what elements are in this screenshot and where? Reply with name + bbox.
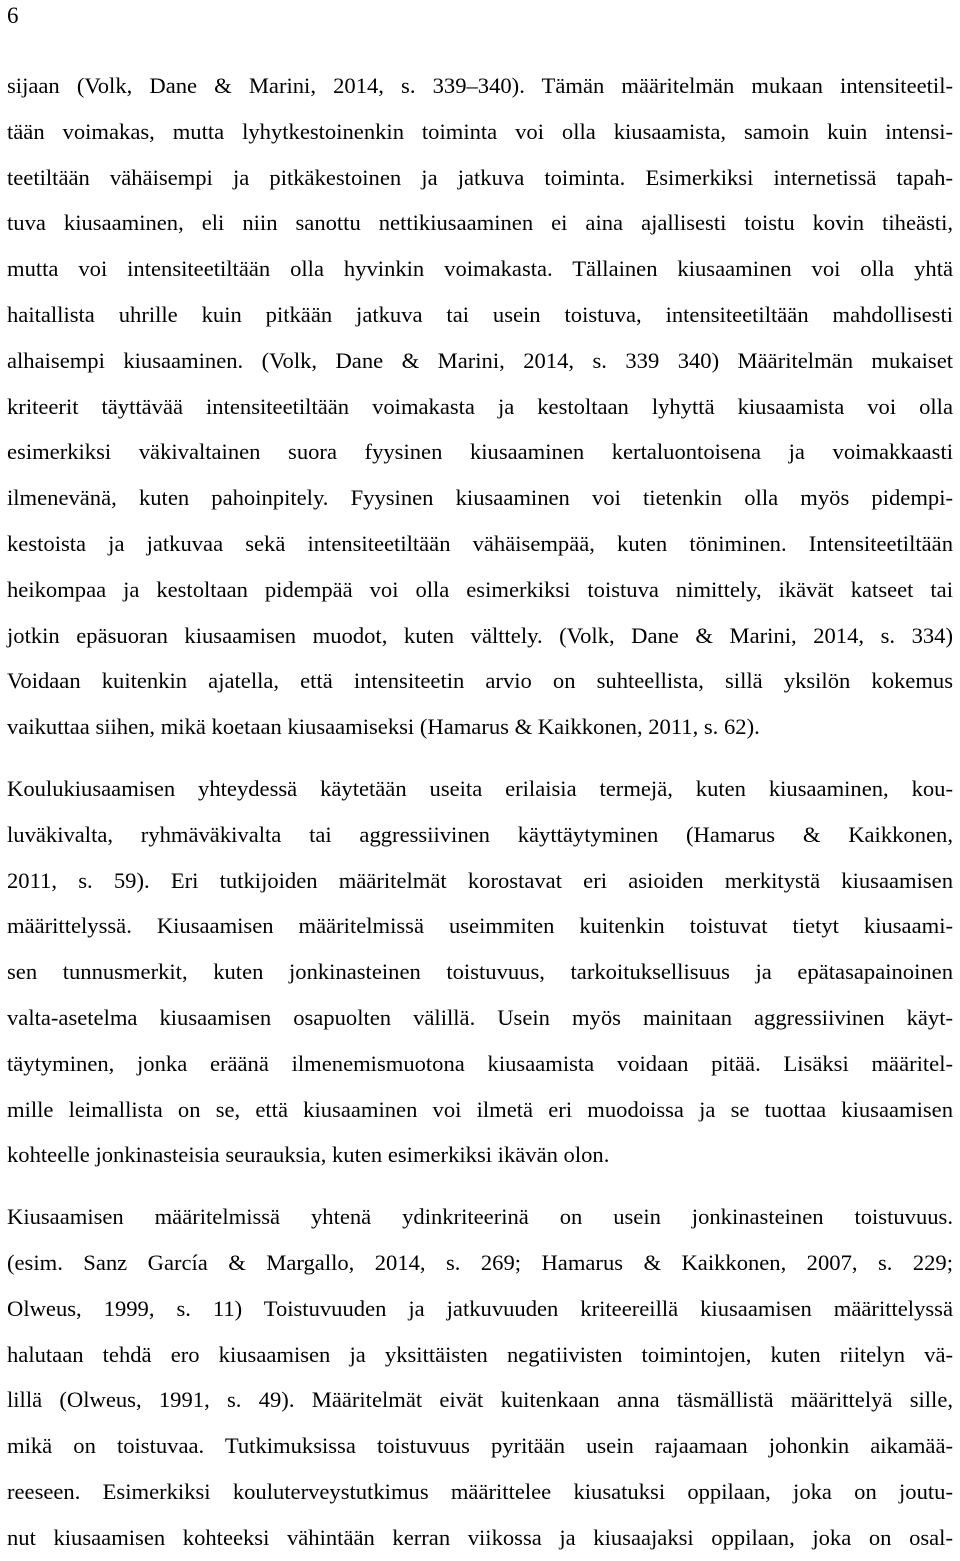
text-line: kriteerit täyttävää intensiteetiltään voimakasta ja kestoltaan lyhyttä kiusaamista voi olla bbox=[7, 393, 953, 419]
page-number: 6 bbox=[7, 3, 19, 28]
text-line: lillä (Olweus, 1991, s. 49). Määritelmät eivät kuitenkaan anna täsmällistä määrittelyä sille, bbox=[7, 1387, 953, 1413]
text-line: vaikuttaa siihen, mikä koetaan kiusaamiseksi (Hamarus & Kaikkonen, 2011, s. 62). bbox=[7, 714, 760, 740]
text-line: mille leimallista on se, että kiusaaminen voi ilmetä eri muodoissa ja se tuottaa kiusaamisen bbox=[7, 1096, 953, 1122]
text-line: haitallista uhrille kuin pitkään jatkuva tai usein toistuva, intensiteetiltään mahdollisesti bbox=[7, 301, 953, 327]
text-line: nut kiusaamisen kohteeksi vähintään kerran viikossa ja kiusaajaksi oppilaan, joka on osal- bbox=[7, 1524, 953, 1550]
text-line: jotkin epäsuoran kiusaamisen muodot, kuten välttely. (Volk, Dane & Marini, 2014, s. 334) bbox=[7, 622, 953, 648]
document-body bbox=[7, 63, 953, 1561]
text-line: tään voimakas, mutta lyhytkestoinenkin toiminta voi olla kiusaamista, samoin kuin intensi- bbox=[7, 118, 953, 144]
text-line: teetiltään vähäisempi ja pitkäkestoinen ja jatkuva toiminta. Esimerkiksi internetissä tapah- bbox=[7, 164, 953, 190]
text-line: heikompaa ja kestoltaan pidempää voi olla esimerkiksi toistuva nimittely, ikävät katseet tai bbox=[7, 576, 953, 602]
text-line: täytyminen, jonka eräänä ilmenemismuotona kiusaamista voidaan pitää. Lisäksi määritel- bbox=[7, 1050, 953, 1076]
text-line: ilmenevänä, kuten pahoinpitely. Fyysinen kiusaaminen voi tietenkin olla myös pidempi- bbox=[7, 485, 953, 511]
text-line: Olweus, 1999, s. 11) Toistuvuuden ja jatkuvuuden kriteereillä kiusaamisen määrittelyssä bbox=[7, 1295, 953, 1321]
text-line: Voidaan kuitenkin ajatella, että intensiteetin arvio on suhteellista, sillä yksilön kokemus bbox=[7, 668, 953, 694]
text-line: sen tunnusmerkit, kuten jonkinasteinen toistuvuus, tarkoituksellisuus ja epätasapainoinen bbox=[7, 959, 953, 985]
text-line: luväkivalta, ryhmäväkivalta tai aggressiivinen käyttäytyminen (Hamarus & Kaikkonen, bbox=[7, 821, 953, 847]
paragraph-2 bbox=[7, 766, 953, 1178]
text-line: kohteelle jonkinasteisia seurauksia, kuten esimerkiksi ikävän olon. bbox=[7, 1142, 610, 1168]
text-line: sijaan (Volk, Dane & Marini, 2014, s. 339–340). Tämän määritelmän mukaan intensiteetil- bbox=[7, 73, 953, 98]
paragraph-1 bbox=[7, 63, 953, 750]
text-line: valta-asetelma kiusaamisen osapuolten välillä. Usein myös mainitaan aggressiivinen käyt- bbox=[7, 1004, 953, 1030]
text-line: määrittelyssä. Kiusaamisen määritelmissä useimmiten kuitenkin toistuvat tietyt kiusaami- bbox=[7, 913, 953, 939]
text-line: mikä on toistuvaa. Tutkimuksissa toistuvuus pyritään usein rajaamaan johonkin aikamää- bbox=[7, 1433, 953, 1459]
text-line: Kiusaamisen määritelmissä yhtenä ydinkriteerinä on usein jonkinasteinen toistuvuus. bbox=[7, 1204, 953, 1230]
text-line: alhaisempi kiusaaminen. (Volk, Dane & Marini, 2014, s. 339 340) Määritelmän mukaiset bbox=[7, 347, 953, 373]
text-line: halutaan tehdä ero kiusaamisen ja yksittäisten negatiivisten toimintojen, kuten riitelyn vä- bbox=[7, 1341, 953, 1367]
text-line: tuva kiusaaminen, eli niin sanottu nettikiusaaminen ei aina ajallisesti toistu kovin tiheästi, bbox=[7, 210, 953, 236]
text-line: kestoista ja jatkuvaa sekä intensiteetiltään vähäisempää, kuten töniminen. Intensiteetiltään bbox=[7, 530, 953, 556]
paragraph-3 bbox=[7, 1194, 953, 1560]
text-line: 2011, s. 59). Eri tutkijoiden määritelmät korostavat eri asioiden merkitystä kiusaamisen bbox=[7, 867, 953, 893]
text-line: reeseen. Esimerkiksi kouluterveystutkimus määrittelee kiusatuksi oppilaan, joka on joutu- bbox=[7, 1478, 953, 1504]
text-line: esimerkiksi väkivaltainen suora fyysinen kiusaaminen kertaluontoisena ja voimakkaasti bbox=[7, 439, 953, 465]
text-line: (esim. Sanz García & Margallo, 2014, s. 269; Hamarus & Kaikkonen, 2007, s. 229; bbox=[7, 1249, 953, 1275]
text-line: Koulukiusaamisen yhteydessä käytetään useita erilaisia termejä, kuten kiusaaminen, kou- bbox=[7, 775, 953, 801]
text-line: mutta voi intensiteetiltään olla hyvinkin voimakasta. Tällainen kiusaaminen voi olla yhtä bbox=[7, 256, 953, 282]
